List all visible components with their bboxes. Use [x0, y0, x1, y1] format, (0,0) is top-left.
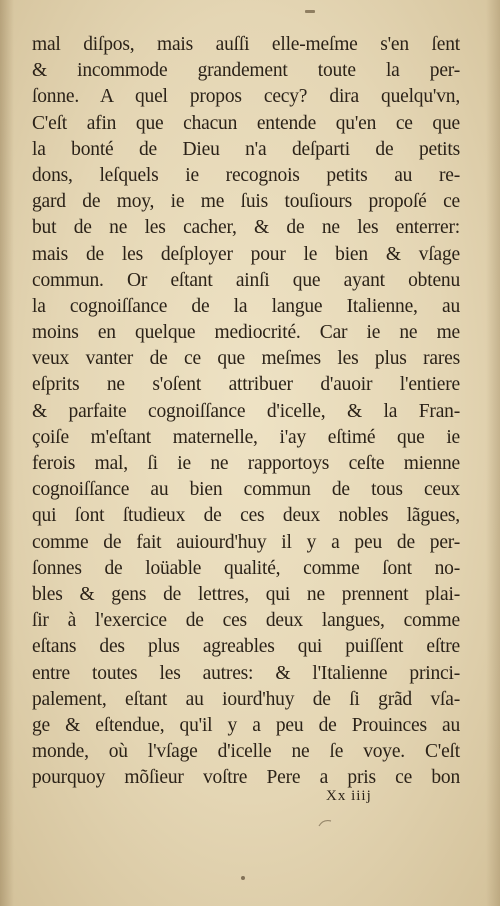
text-line: comme de fait auiourd'huy il y a peu de per- [32, 531, 460, 553]
text-line: la cognoiſſance de la langue Italienne, au [32, 295, 460, 317]
ink-speck [241, 876, 245, 880]
text-line: palement, eſtant au iourd'huy de ſi grãd vſa- [32, 688, 460, 710]
text-line: bles & gens de lettres, qui ne prennent plai- [32, 583, 460, 605]
text-line: & incommode grandement toute la per- [32, 60, 460, 82]
text-line: ſonnes de loüable qualité, comme ſont no- [32, 557, 460, 579]
top-ink-mark [305, 10, 315, 13]
text-line: pourquoy mõſieur voſtre Pere a pris ce bon [32, 767, 460, 789]
text-line: commun. Or eſtant ainſi que ayant obtenu [32, 269, 460, 291]
body-text [32, 32, 460, 791]
text-line: mal diſpos, mais auſſi elle-meſme s'en ſent [32, 34, 460, 55]
text-line: entre toutes les autres: & l'Italienne princi- [32, 662, 460, 684]
text-line: but de ne les cacher, & de ne les enterrer: [32, 217, 460, 239]
text-line: ferois mal, ſi ie ne rapportoys ceſte mienne [32, 453, 460, 474]
text-line: monde, où l'vſage d'icelle ne ſe voye. C'eſt [32, 741, 460, 763]
text-line: moins en quelque mediocrité. Car ie ne me [32, 322, 460, 344]
text-line: mais de les deſployer pour le bien & vſage [32, 243, 460, 265]
text-line: ſonne. A quel propos cecy? dira quelqu'vn, [32, 86, 460, 108]
signature-mark: Xx iiij [326, 788, 372, 804]
text-line: qui ſont ſtudieux de ces deux nobles lãgues, [32, 505, 460, 527]
text-line: ge & eſtendue, qu'il y a peu de Prouinces au [32, 714, 460, 736]
text-line: eſtans des plus agreables qui puiſſent eſtre [32, 636, 460, 658]
text-line: ſir à l'exercice de ces deux langues, comme [32, 610, 460, 632]
ink-flourish [318, 818, 332, 828]
text-line: gard de moy, ie me ſuis touſiours propoſé ce [32, 191, 460, 213]
left-edge-shadow [0, 0, 14, 906]
text-line: la bonté de Dieu n'a deſparti de petits [32, 138, 460, 160]
text-line: C'eſt afin que chacun entende qu'en ce que [32, 112, 460, 134]
text-line: çoiſe m'eſtant maternelle, i'ay eſtimé que ie [32, 426, 460, 448]
text-line: eſprits ne s'oſent attribuer d'auoir l'entiere [32, 374, 460, 396]
text-line: & parfaite cognoiſſance d'icelle, & la Fran- [32, 400, 460, 422]
right-edge-shadow [486, 0, 500, 906]
text-line: veux vanter de ce que meſmes les plus rares [32, 348, 460, 370]
text-line: dons, leſquels ie recognois petits au re- [32, 164, 460, 186]
text-line: cognoiſſance au bien commun de tous ceux [32, 479, 460, 501]
